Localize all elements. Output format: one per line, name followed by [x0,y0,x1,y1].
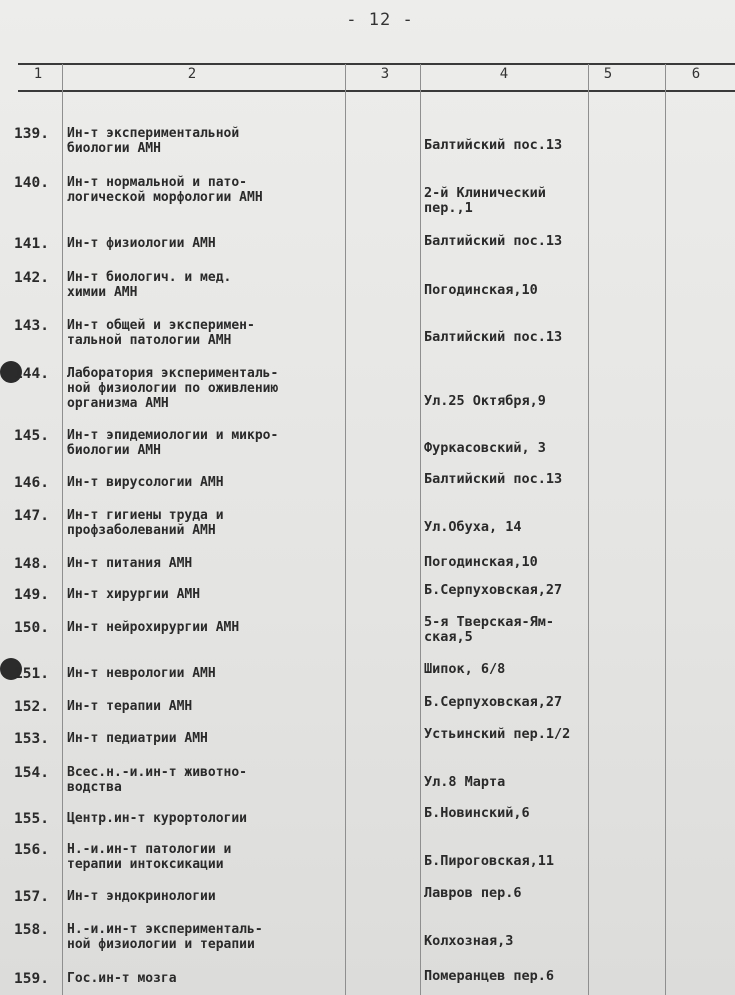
institution-address: Балтийский пос.13 [424,329,563,345]
institution-address: Б.Серпуховская,27 [424,694,563,710]
institution-address: Балтийский пос.13 [424,471,563,487]
column-divider [665,64,666,995]
row-number: 145. [14,428,49,444]
institution-address: Фуркасовский, 3 [424,440,546,456]
institution-address: Померанцев пер.6 [424,968,555,984]
institution-name: Н.-и.ин-т эксперименталь- ной физиологии и терапии [67,922,263,952]
institution-address: 2-й Клинический пер.,1 [424,185,546,216]
column-header-4: 4 [499,66,509,82]
institution-address: Ул.8 Марта [424,774,506,790]
row-number: 139. [14,126,49,142]
header-rule-bottom [18,90,735,92]
row-number: 142. [14,270,49,286]
institution-address: 5-я Тверская-Ям- ская,5 [424,614,555,645]
institution-name: Н.-и.ин-т патологии и терапии интоксикации [67,842,232,872]
row-number: 148. [14,556,49,572]
institution-address: Погодинская,10 [424,282,538,298]
page-number: - 12 - [346,10,414,30]
row-number: 159. [14,971,49,987]
institution-name: Ин-т нейрохирургии АМН [67,620,240,635]
institution-address: Б.Новинский,6 [424,805,530,821]
row-number: 157. [14,889,49,905]
institution-address: Шипок, 6/8 [424,661,506,677]
row-number: 147. [14,508,49,524]
row-number: 151. [14,666,49,682]
row-number: 152. [14,699,49,715]
institution-name: Лаборатория эксперименталь- ной физиологии по оживлению организма АМН [67,366,279,411]
institution-name: Ин-т питания АМН [67,556,193,571]
column-divider [345,64,346,995]
row-number: 153. [14,731,49,747]
institution-name: Гос.ин-т мозга [67,971,177,986]
institution-name: Ин-т гигиены труда и профзаболеваний АМН [67,508,224,538]
column-divider [420,64,421,995]
row-number: 144. [14,366,49,382]
institution-name: Ин-т эндокринологии [67,889,216,904]
row-number: 155. [14,811,49,827]
row-number: 158. [14,922,49,938]
institution-name: Ин-т терапии АМН [67,699,193,714]
row-number: 149. [14,587,49,603]
institution-name: Ин-т хирургии АМН [67,587,201,602]
header-rule-top [18,63,735,65]
institution-address: Погодинская,10 [424,554,538,570]
institution-address: Устьинский пер.1/2 [424,726,571,742]
institution-address: Балтийский пос.13 [424,233,563,249]
row-number: 140. [14,175,49,191]
column-header-2: 2 [187,66,197,82]
institution-address: Балтийский пос.13 [424,137,563,153]
row-number: 146. [14,475,49,491]
institution-address: Ул.Обуха, 14 [424,519,522,535]
column-header-3: 3 [380,66,390,82]
column-header-5: 5 [603,66,613,82]
institution-name: Ин-т неврологии АМН [67,666,216,681]
row-number: 141. [14,236,49,252]
institution-name: Ин-т вирусологии АМН [67,475,224,490]
institution-name: Всес.н.-и.ин-т животно- водства [67,765,248,795]
institution-address: Б.Пироговская,11 [424,853,555,869]
institution-address: Колхозная,3 [424,933,514,949]
column-header-1: 1 [33,66,43,82]
institution-name: Ин-т физиологии АМН [67,236,216,251]
institution-name: Ин-т эпидемиологии и микро- биологии АМН [67,428,279,458]
institution-address: Лавров пер.6 [424,885,522,901]
institution-name: Ин-т педиатрии АМН [67,731,208,746]
institution-name: Центр.ин-т курортологии [67,811,248,826]
institution-name: Ин-т общей и эксперимен- тальной патологии АМН [67,318,255,348]
institution-name: Ин-т нормальной и пато- логической морфологии АМН [67,175,263,205]
column-header-6: 6 [691,66,701,82]
institution-address: Ул.25 Октября,9 [424,393,546,409]
row-number: 156. [14,842,49,858]
row-number: 150. [14,620,49,636]
institution-name: Ин-т биологич. и мед. химии АМН [67,270,232,300]
row-number: 154. [14,765,49,781]
institution-name: Ин-т экспериментальной биологии АМН [67,126,240,156]
row-number: 143. [14,318,49,334]
institution-address: Б.Серпуховская,27 [424,582,563,598]
